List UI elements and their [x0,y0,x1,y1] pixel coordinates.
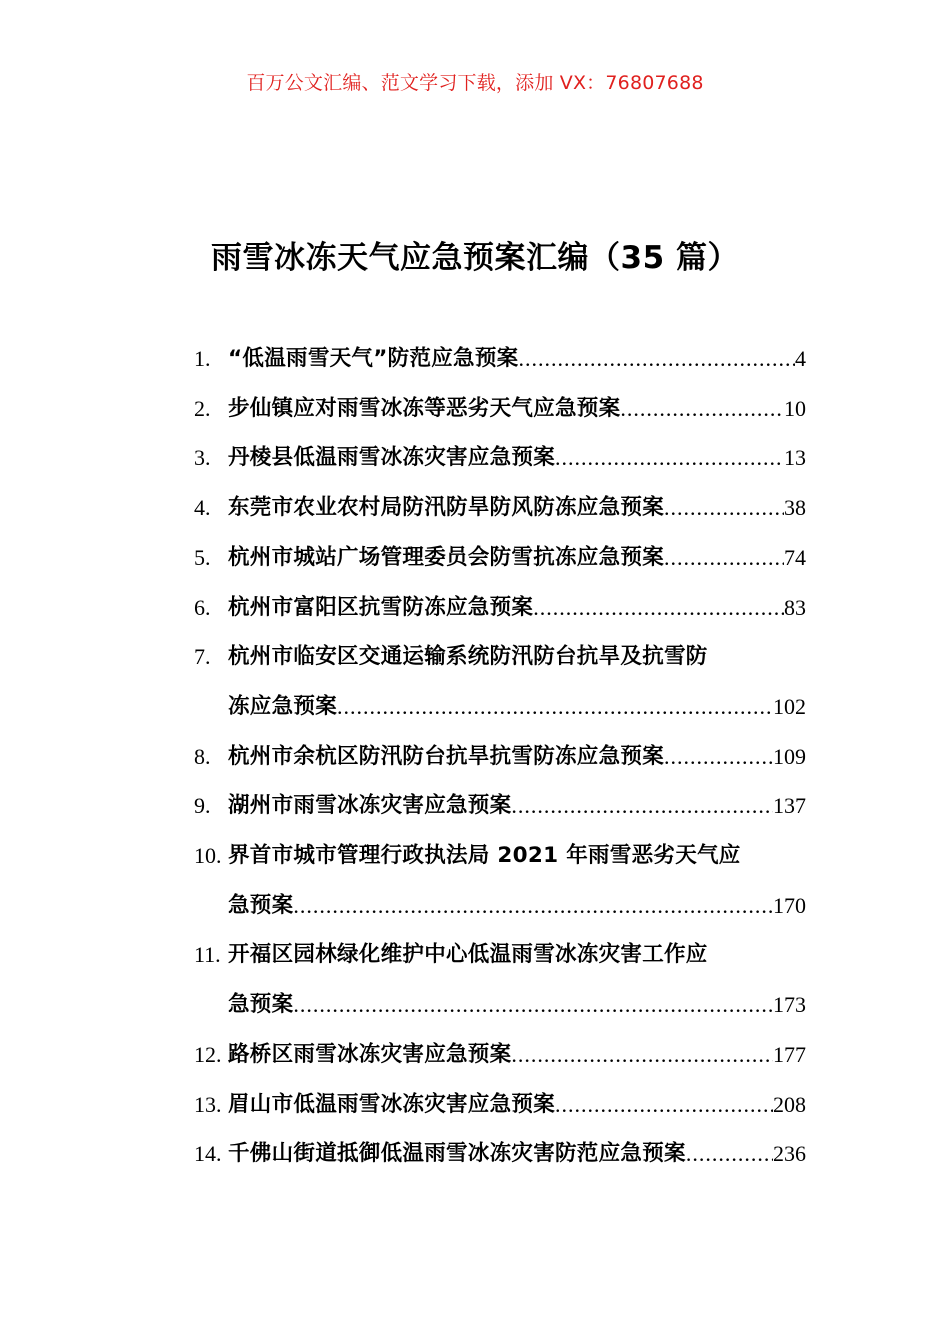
toc-entry-number: 9. [194,793,211,819]
toc-entry-number: 12. [194,1041,222,1067]
toc-dot-leader [511,781,773,831]
document-title: 雨雪冰冻天气应急预案汇编（35 篇） [211,240,739,276]
toc-dot-leader [293,980,773,1030]
toc-entry-number: 4. [194,495,211,521]
toc-entry-number: 3. [194,445,211,471]
toc-dot-leader [620,384,784,434]
toc-entry-title: 湖州市雨雪冰冻灾害应急预案 [228,793,512,819]
toc-entry-number: 8. [194,743,211,769]
toc-entry-number: 13. [194,1091,222,1117]
toc-entry-title: 眉山市低温雨雪冰冻灾害应急预案 [228,1091,556,1117]
toc-dot-leader [518,334,795,384]
toc-entry-title-line2: 冻应急预案 [228,693,338,719]
toc-entry-page: 74 [784,544,806,570]
toc-entry-number: 2. [194,395,211,421]
toc-entry[interactable] [194,433,806,483]
toc-dot-leader [511,1030,773,1080]
toc-entry-number: 6. [194,594,211,620]
toc-dot-leader [555,1080,773,1130]
toc-entry[interactable] [194,1129,806,1179]
toc-entry-title: 杭州市余杭区防汛防台抗旱抗雪防冻应急预案 [228,743,665,769]
toc-dot-leader [555,433,784,483]
toc-entry-page: 10 [784,395,806,421]
toc-entry-title: 东莞市农业农村局防汛防旱防风防冻应急预案 [228,495,665,521]
toc-dot-leader [686,1129,773,1179]
toc-entry-number: 5. [194,544,211,570]
toc-entry[interactable] [194,583,806,633]
toc-entry-title: 杭州市富阳区抗雪防冻应急预案 [228,594,534,620]
toc-entry[interactable] [194,334,806,384]
toc-entry-number: 11. [194,942,221,968]
toc-entry-number: 7. [194,644,211,670]
toc-entry-number: 14. [194,1141,222,1167]
toc-dot-leader [337,682,773,732]
toc-dot-leader [664,483,784,533]
toc-entry-page: 13 [784,445,806,471]
toc-entry-page: 137 [773,793,806,819]
toc-entry[interactable] [194,1030,806,1080]
toc-entry-title-line1: 开福区园林绿化维护中心低温雨雪冰冻灾害工作应 [228,942,708,968]
toc-entry-title-line1: 界首市城市管理行政执法局 2021 年雨雪恶劣天气应 [228,843,741,869]
header-note: 百万公文汇编、范文学习下载，添加 VX：76807688 [246,72,704,94]
toc-entry-title-line2: 急预案 [228,892,294,918]
toc-dot-leader [664,732,773,782]
toc-entry[interactable] [194,831,806,930]
toc-entry-title-line1: 杭州市临安区交通运输系统防汛防台抗旱及抗雪防 [228,644,708,670]
toc-entry-title-line2: 急预案 [228,992,294,1018]
toc-entry-page: 177 [773,1041,806,1067]
toc-entry-page: 208 [773,1091,806,1117]
toc-entry[interactable] [194,732,806,782]
toc-entry[interactable] [194,533,806,583]
toc-entry-page: 170 [773,892,806,918]
toc-entry-number: 1. [194,346,211,371]
toc-dot-leader [664,533,784,583]
toc-dot-leader [293,881,773,931]
toc-entry-number: 10. [194,843,222,869]
toc-entry-title: 杭州市城站广场管理委员会防雪抗冻应急预案 [228,544,665,570]
toc-entry-page: 173 [773,992,806,1018]
toc-entry-page: 83 [784,594,806,620]
toc-entry[interactable] [194,483,806,533]
toc-entry[interactable] [194,1080,806,1130]
toc-entry-page: 102 [773,693,806,719]
toc-entry-page: 236 [773,1141,806,1167]
toc-entry-page: 4 [795,346,806,371]
toc-entry-title: 步仙镇应对雨雪冰冻等恶劣天气应急预案 [228,395,621,421]
toc-entry[interactable] [194,384,806,434]
toc-entry-title: 丹棱县低温雨雪冰冻灾害应急预案 [228,445,556,471]
table-of-contents [194,334,806,1179]
toc-dot-leader [533,583,784,633]
toc-entry[interactable] [194,632,806,731]
toc-entry[interactable] [194,781,806,831]
toc-entry[interactable] [194,930,806,1029]
toc-entry-page: 109 [773,743,806,769]
toc-entry-title: 路桥区雨雪冰冻灾害应急预案 [228,1041,512,1067]
toc-entry-page: 38 [784,495,806,521]
toc-entry-title: “低温雨雪天气”防范应急预案 [228,346,519,371]
toc-entry-title: 千佛山街道抵御低温雨雪冰冻灾害防范应急预案 [228,1141,686,1167]
